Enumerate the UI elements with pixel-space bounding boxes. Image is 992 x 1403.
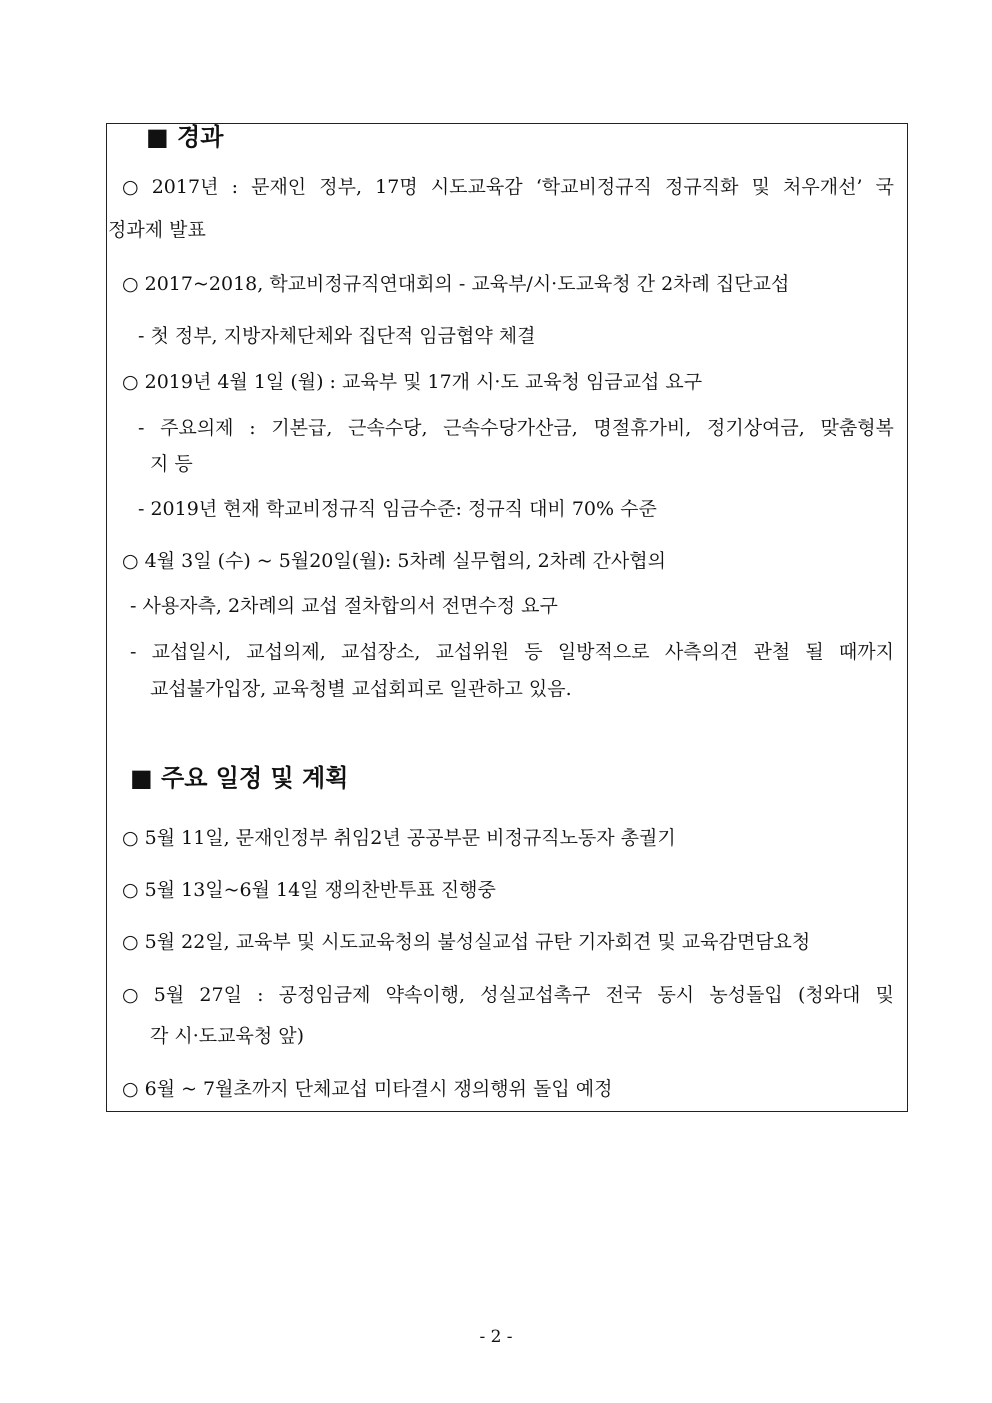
subitem-unilateral-line1: - 교섭일시, 교섭의제, 교섭장소, 교섭위원 등 일방적으로 사측의견 관철 될 때까지 <box>130 641 894 663</box>
subitem-employer-demand: - 사용자측, 2차례의 교섭 절차합의서 전면수정 요구 <box>130 595 558 617</box>
plan-may-11: ○ 5월 11일, 문재인정부 취임2년 공공부문 비정규직노동자 총궐기 <box>122 827 676 849</box>
plan-may-13: ○ 5월 13일~6월 14일 쟁의찬반투표 진행중 <box>122 879 496 901</box>
subitem-first-agreement: - 첫 정부, 지방자체단체와 집단적 임금협약 체결 <box>138 325 536 347</box>
section-heading-schedule: ■ 주요 일정 및 계획 <box>130 763 349 792</box>
page-number: - 2 - <box>479 1327 513 1347</box>
plan-may-27-line2: 각 시·도교육청 앞) <box>150 1025 305 1047</box>
item-april-may: ○ 4월 3일 (수) ~ 5월20일(월): 5차례 실무협의, 2차례 간사협의 <box>122 550 666 572</box>
subitem-agenda-line1: - 주요의제 : 기본급, 근속수당, 근속수당가산금, 명절휴가비, 정기상여금, 맞춤형복 <box>138 417 894 439</box>
subitem-unilateral-line2: 교섭불가입장, 교육청별 교섭회피로 일관하고 있음. <box>150 678 572 700</box>
plan-may-22: ○ 5월 22일, 교육부 및 시도교육청의 불성실교섭 규탄 기자회견 및 교육감면담요청 <box>122 931 811 953</box>
item-2017-line1: ○ 2017년 : 문재인 정부, 17명 시도교육감 ‘학교비정규직 정규직화 및 처우개선’ 국 <box>122 176 894 198</box>
plan-may-27-line1: ○ 5월 27일 : 공정임금제 약속이행, 성실교섭촉구 전국 동시 농성돌입 (청와대 및 <box>122 984 894 1006</box>
plan-june-july: ○ 6월 ~ 7월초까지 단체교섭 미타결시 쟁의행위 돌입 예정 <box>122 1078 613 1100</box>
subitem-wage-level: - 2019년 현재 학교비정규직 임금수준: 정규직 대비 70% 수준 <box>138 498 657 520</box>
subitem-agenda-line2: 지 등 <box>150 453 193 475</box>
item-2017-line2: 정과제 발표 <box>108 219 206 241</box>
item-2019-april: ○ 2019년 4월 1일 (월) : 교육부 및 17개 시·도 교육청 임금교섭 요구 <box>122 371 703 393</box>
item-2017-2018: ○ 2017~2018, 학교비정규직연대회의 - 교육부/시·도교육청 간 2차례 집단교섭 <box>122 273 790 295</box>
section-heading-progress: ■ 경과 <box>146 122 224 151</box>
